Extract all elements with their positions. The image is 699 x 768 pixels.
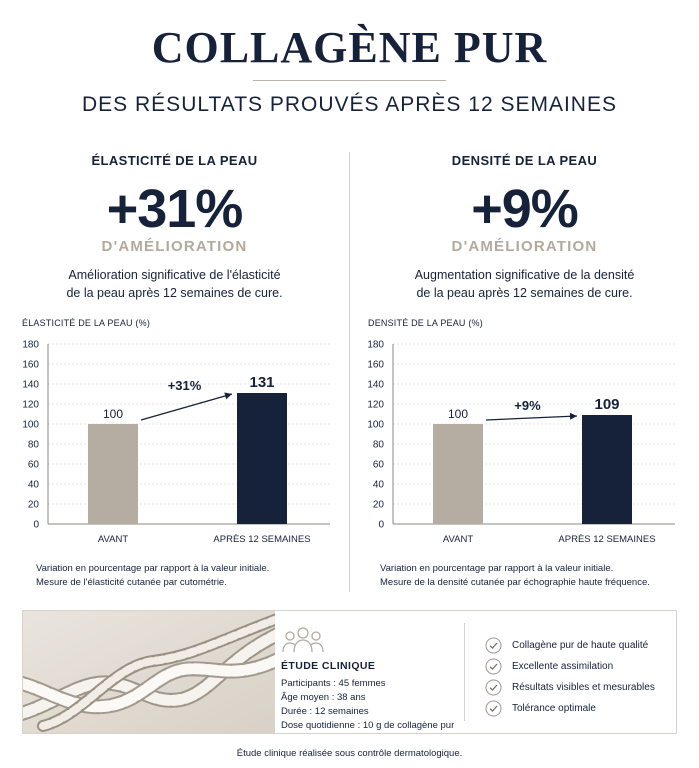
y-tick-label: 80 — [372, 439, 384, 451]
chart-axis-title: ÉLASTICITÉ DE LA PEAU (%) — [22, 318, 151, 328]
bar-after — [237, 393, 287, 524]
benefit-item — [485, 678, 655, 696]
bar-after — [582, 415, 632, 524]
benefit-item — [485, 636, 648, 654]
chart-notes — [380, 562, 650, 589]
bar-value-label: 100 — [447, 407, 469, 421]
y-tick-label: 40 — [27, 479, 39, 491]
description-line: Augmentation significative de la densité — [414, 268, 635, 282]
note-line: Mesure de la densité cutanée par échographie haute fréquence. — [380, 576, 650, 588]
bar-before — [88, 424, 138, 524]
y-tick-label: 120 — [367, 399, 384, 411]
clinical-study-box — [22, 610, 677, 734]
y-tick-label: 120 — [22, 399, 39, 411]
elasticity-chart — [0, 336, 349, 546]
check-circle-icon — [485, 700, 502, 717]
y-tick-label: 160 — [367, 359, 384, 371]
bar-before — [433, 424, 483, 524]
title-divider — [253, 80, 446, 81]
benefit-label: Résultats visibles et mesurables — [512, 681, 655, 693]
y-tick-label: 60 — [372, 459, 384, 471]
metric-description — [350, 266, 699, 302]
x-tick-label: AVANT — [97, 534, 129, 545]
note-line: Variation en pourcentage par rapport à la valeur initiale. — [36, 563, 270, 574]
benefit-label: Collagène pur de haute qualité — [512, 639, 649, 651]
study-detail: Durée : 12 semaines — [281, 706, 369, 717]
braided-rope-image — [23, 611, 275, 733]
benefit-item — [485, 657, 613, 675]
bar-value-label: 109 — [594, 396, 620, 413]
change-arrow — [141, 394, 232, 420]
description-line: de la peau après 12 semaines de cure. — [416, 286, 633, 300]
metric-title: ÉLASTICITÉ DE LA PEAU — [91, 153, 258, 168]
y-tick-label: 60 — [27, 459, 39, 471]
description-line: Amélioration significative de l'élasticité — [68, 268, 281, 282]
y-tick-label: 100 — [22, 419, 39, 431]
x-tick-label: AVANT — [442, 534, 474, 545]
change-arrow — [486, 416, 577, 420]
y-tick-label: 0 — [33, 519, 39, 531]
clinical-study-title: ÉTUDE CLINIQUE — [281, 660, 376, 672]
metric-value: +9% — [471, 179, 578, 239]
change-annotation: +9% — [514, 398, 541, 413]
page-subtitle: DES RÉSULTATS PROUVÉS APRÈS 12 SEMAINES — [82, 93, 617, 116]
change-arrow-head — [570, 413, 577, 420]
metric-description — [0, 266, 349, 302]
y-tick-label: 160 — [22, 359, 39, 371]
check-circle-icon — [485, 637, 502, 654]
y-tick-label: 20 — [27, 499, 39, 511]
benefit-label: Tolérance optimale — [512, 702, 596, 714]
improvement-label: D'AMÉLIORATION — [451, 238, 598, 255]
metric-title: DENSITÉ DE LA PEAU — [451, 153, 598, 168]
study-detail: Dose quotidienne : 10 g de collagène pur — [281, 720, 455, 731]
y-tick-label: 180 — [367, 339, 384, 351]
y-tick-label: 0 — [378, 519, 384, 531]
study-detail: Âge moyen : 38 ans — [281, 692, 366, 703]
density-chart — [350, 336, 699, 546]
footer-note: Étude clinique réalisée sous contrôle dermatologique. — [236, 748, 463, 759]
page-title: COLLAGÈNE PUR — [151, 23, 548, 72]
y-tick-label: 40 — [372, 479, 384, 491]
y-tick-label: 20 — [372, 499, 384, 511]
y-tick-label: 180 — [22, 339, 39, 351]
y-tick-label: 140 — [367, 379, 384, 391]
x-tick-label: APRÈS 12 SEMAINES — [213, 534, 311, 545]
y-tick-label: 80 — [27, 439, 39, 451]
study-divider — [464, 623, 465, 721]
clinical-study-details — [281, 611, 471, 733]
check-circle-icon — [485, 679, 502, 696]
chart-notes — [36, 562, 269, 589]
metric-value: +31% — [106, 179, 243, 239]
note-line: Variation en pourcentage par rapport à la valeur initiale. — [380, 563, 614, 574]
density-bar-chart — [350, 336, 699, 546]
change-annotation: +31% — [167, 378, 202, 393]
benefit-item — [485, 699, 596, 717]
y-tick-label: 140 — [22, 379, 39, 391]
elasticity-panel — [0, 150, 349, 595]
people-group-icon — [281, 625, 325, 653]
change-arrow-head — [224, 393, 232, 400]
note-line: Mesure de l'élasticité cutanée par cutométrie. — [36, 576, 227, 588]
study-detail: Participants : 45 femmes — [281, 678, 386, 689]
bar-value-label: 131 — [249, 374, 275, 391]
density-panel — [350, 150, 699, 595]
description-line: de la peau après 12 semaines de cure. — [66, 286, 283, 300]
check-circle-icon — [485, 658, 502, 675]
x-tick-label: APRÈS 12 SEMAINES — [558, 534, 656, 545]
improvement-label: D'AMÉLIORATION — [101, 238, 248, 255]
benefit-label: Excellente assimilation — [512, 660, 614, 672]
elasticity-bar-chart — [0, 336, 349, 546]
y-tick-label: 100 — [367, 419, 384, 431]
bar-value-label: 100 — [102, 407, 124, 421]
chart-axis-title: DENSITÉ DE LA PEAU (%) — [368, 318, 483, 328]
